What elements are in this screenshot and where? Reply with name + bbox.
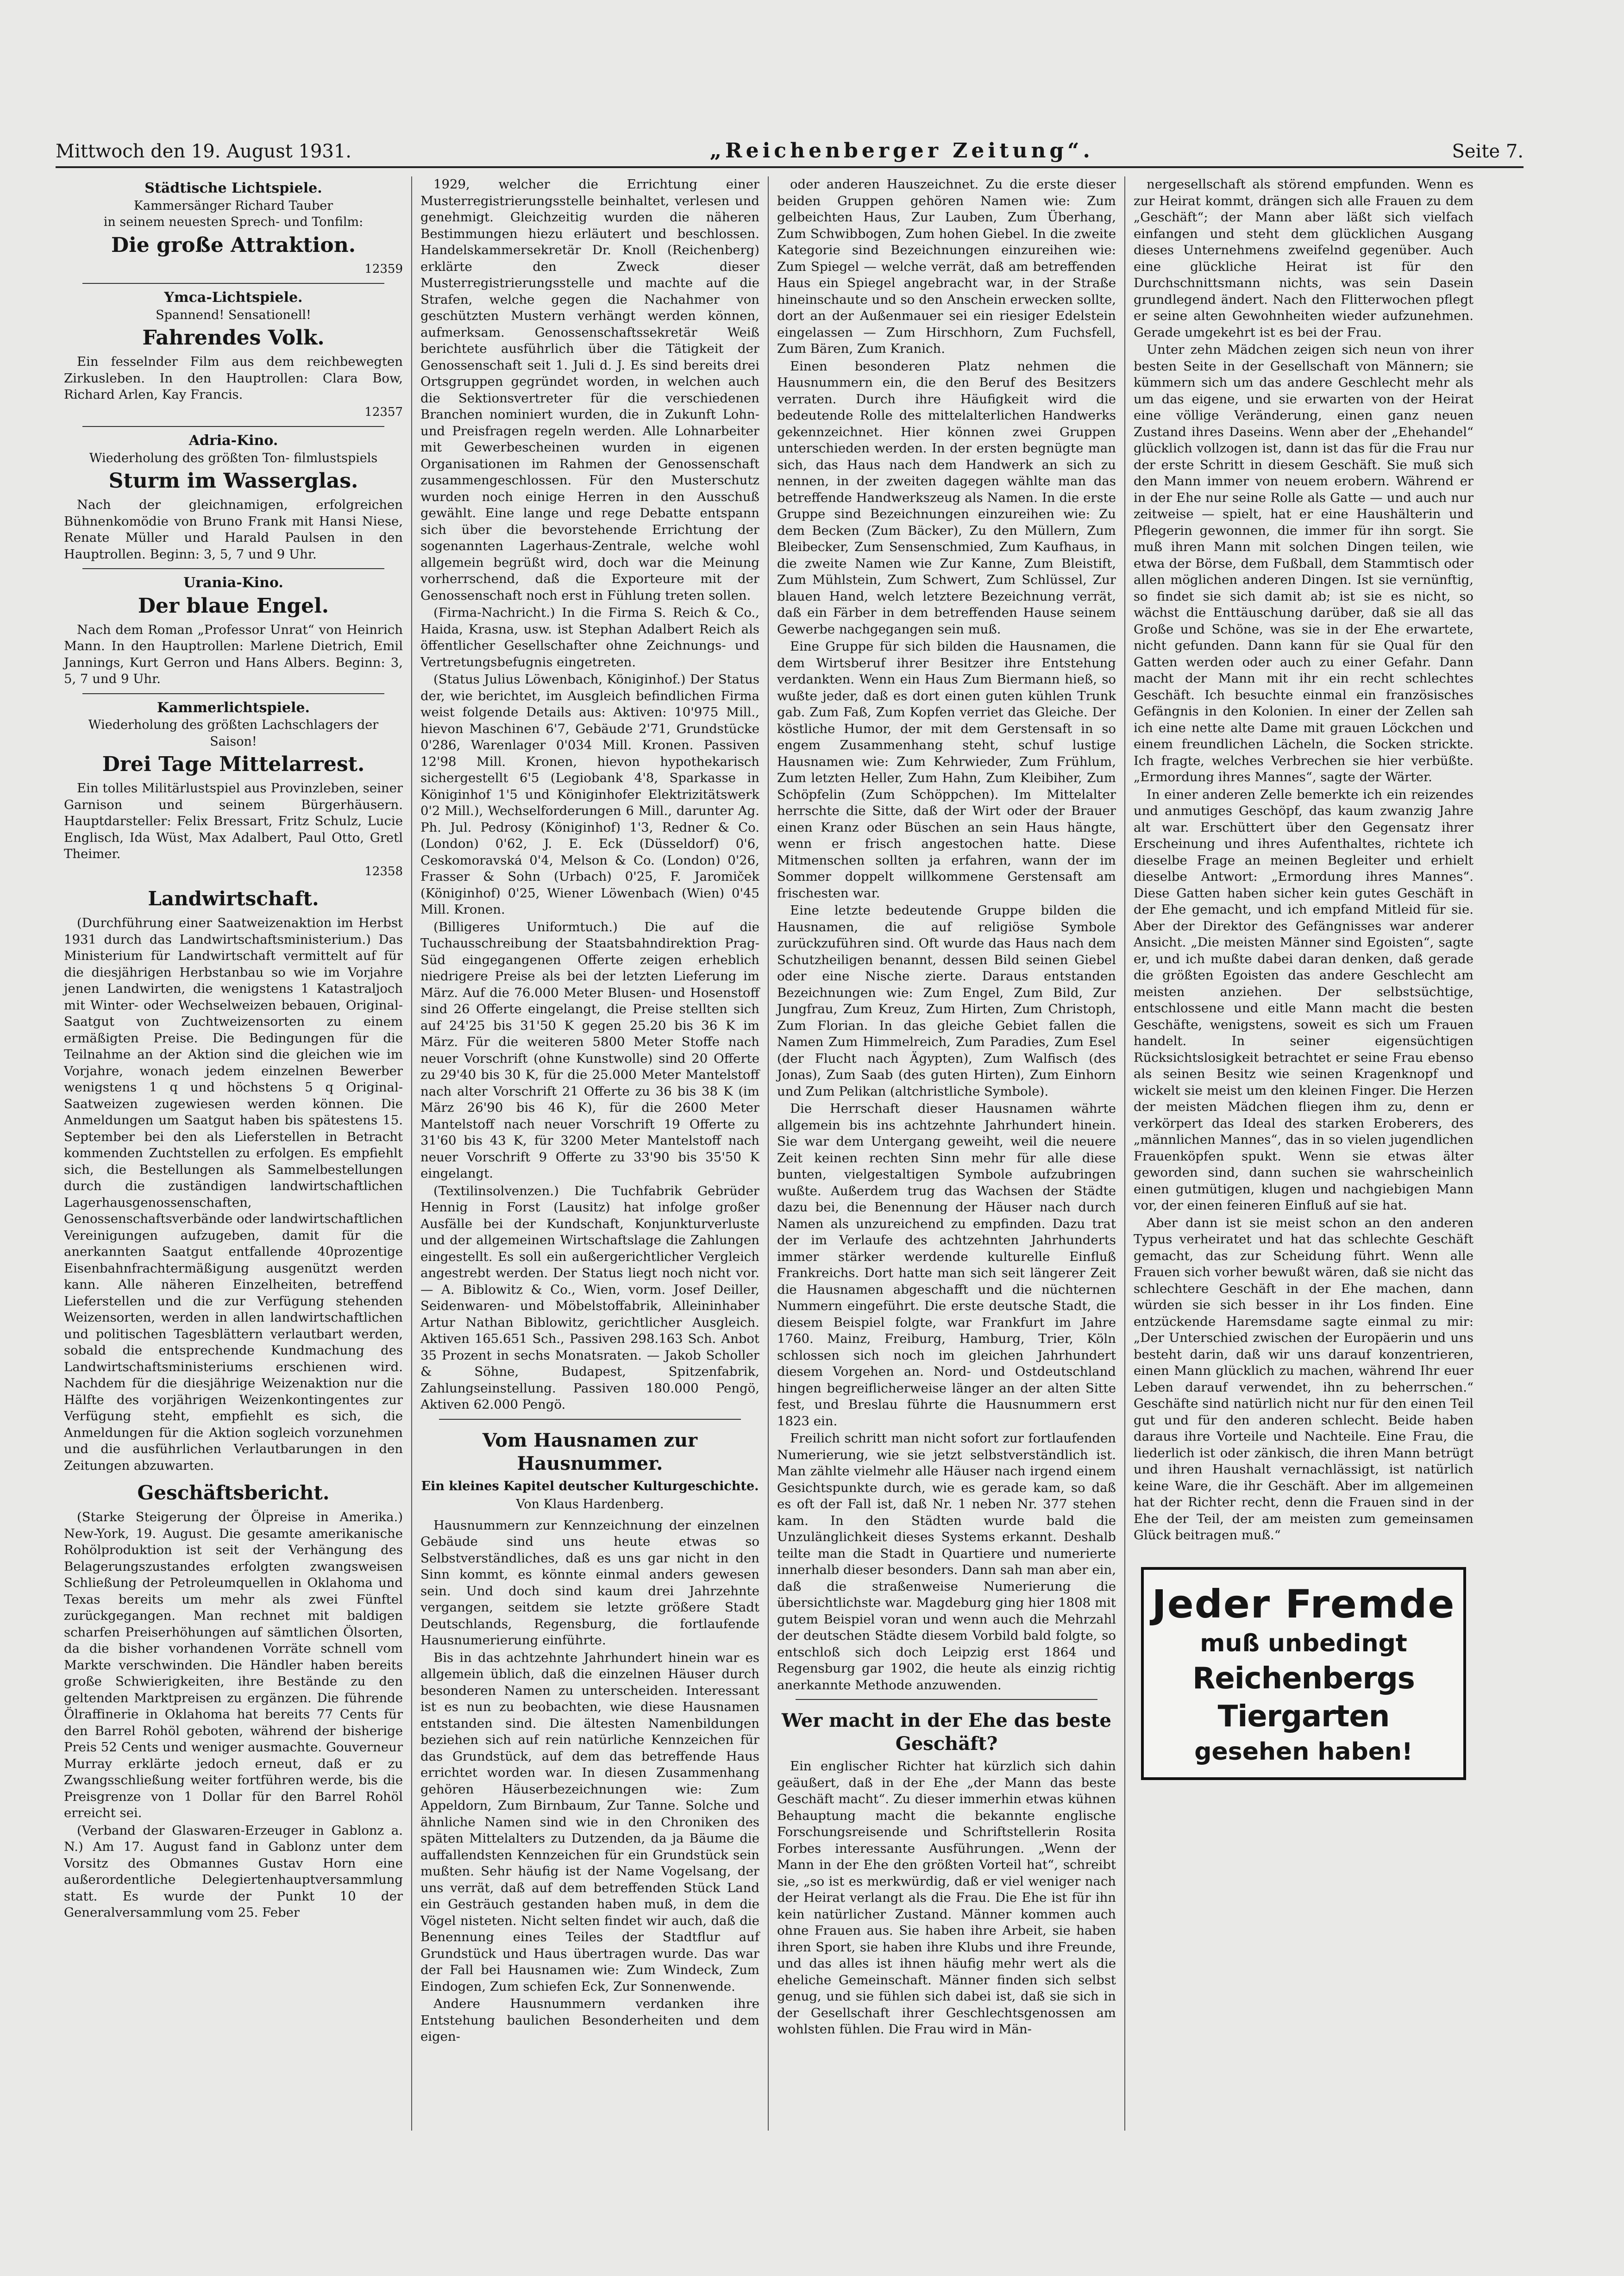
cinema-listing	[64, 433, 403, 563]
cinema-text: Ein fesselnder Film aus dem reichbewegten Zirkusleben. In den Hauptrollen: Clara Bow, Richard Arlen, Kay Francis.	[64, 354, 403, 402]
article-paragraph: 1929, welcher die Errichtung einer Musterregistrierungsstelle beinhaltet, verlesen und genehmigt. Gleichzeitig wurden die näheren Bestimmungen hiezu erläutert und beschlossen. Handelskammersekretär Dr. Knoll (Reichenberg) erklärte den Zweck dieser Musterregistrierungsstelle und machte auf die Strafen, welche gegen die Nachahmer von geschützten Mustern verhängt werden können, aufmerksam. Genossenschaftssekretär Weiß berichtete ausführlich über die Tätigkeit der Genossenschaft seit 1. Juli d. J. Es sind bereits drei Ortsgruppen gegründet worden, in welchen auch die Sektionsvertreter für die verschiedenen Branchen nominiert wurden, die in Zukunft Lohn- und Preisfragen regeln werden. Alle Lohnarbeiter mit Gewerbescheinen wurden in eigenen Organisationen im Rahmen der Genossenschaft zusammengeschlossen. Für den Musterschutz wurden noch einige Herren in den Ausschuß gewählt. Eine lange und rege Debatte entspann sich über die bevorstehende Errichtung der sogenannten Lagerhaus-Zentrale, welche wohl allgemein begrüßt wird, doch war die Meinung vorherrschend, daß die Exporteure mit der Genossenschaft noch erst in Fühlung treten sollen.	[420, 177, 759, 603]
section-title-landwirtschaft: Landwirtschaft.	[148, 887, 319, 910]
film-title: Der blaue Engel.	[138, 594, 329, 618]
masthead: „Reichenberger Zeitung“.	[709, 139, 1094, 163]
film-title: Drei Tage Mittelarrest.	[102, 752, 365, 776]
article-paragraph: Eine letzte bedeutende Gruppe bilden die Hausnamen, die auf religiöse Symbole zurückzuführen sind. Oft wurde das Haus nach dem Schutzheiligen benannt, dessen Bild seinen Giebel oder eine Nische zierte. Daraus entstanden Bezeichnungen wie: Zum Engel, Zum Bild, Zur Jungfrau, Zum Kreuz, Zum Hirten, Zum Christoph, Zum Florian. In das gleiche Gebiet fallen die Namen Zum Himmelreich, Zum Paradies, Zum Esel (der Flucht nach Ägypten), Zum Walfisch (des Jonas), Zum Saab (des guten Hirten), Zum Einhorn und Zum Pelikan (altchristliche Symbole).	[777, 903, 1116, 1099]
article-paragraph: Hausnummern zur Kennzeichnung der einzelnen Gebäude sind uns heute etwas so Selbstverständliches, daß es uns gar nicht in den Sinn kommt, es könnte einmal anders gewesen sein. Und doch sind kaum drei Jahrzehnte vergangen, seitdem sie letzte größere Stadt Deutschlands, Regensburg, die fortlaufende Hausnumerierung einführte.	[420, 1517, 759, 1648]
article-paragraph: (Billigeres Uniformtuch.) Die auf die Tuchausschreibung der Staatsbahndirektion Prag-Süd eingegangenen Offerte zeigen erheblich niedrigere Preise als bei der letzten Lieferung im März. Auf die 76.000 Meter Blusen- und Hosenstoff sind 26 Offerte eingelangt, die Preise stellten sich auf 24'25 bis 31'50 K gegen 25.20 bis 36 K im März. Für die weiteren 5800 Meter Stoffe nach neuer Vorschrift (ohne Kunstwolle) sind 20 Offerte zu 29'40 bis 30 K, für die 25.000 Meter Mantelstoff nach alter Vorschrift 21 Offerte zu 36 bis 38 K (im März 26'90 bis 46 K), für die 2600 Meter Mantelstoff nach neuer Vorschrift 19 Offerte zu 31'60 bis 43 K, für 3200 Meter Mantelstoff nach neuer Vorschrift 9 Offerte zu 33'90 bis 35'50 K eingelangt.	[420, 919, 759, 1181]
ad-reference: 12357	[364, 405, 403, 419]
ad-reference: 12358	[364, 864, 403, 878]
article-paragraph: (Starke Steigerung der Ölpreise in Amerika.) New-York, 19. August. Die gesamte amerikanische Rohölproduktion ist seit der Verhängung des Belagerungszustandes erfolgten zwangsweisen Schließung der Petroleumquellen in Oklahoma und Texas bereits um mehr als zwei Fünftel zurückgegangen. Man rechnet mit baldigen scharfen Preiserhöhungen auf sämtlichen Ölsorten, da die bisher vorhandenen Vorräte schnell vom Markte verschwinden. Die Händler haben bereits große Schwierigkeiten, ihre Bestände zu den geltenden Marktpreisen zu ergänzen. Die führende Ölraffinerie in Oklahoma hat bereits 77 Cents für den Barrel Rohöl geboten, während der bisherige Preis 52 Cents und weniger ausmachte. Gouverneur Murray erklärte jedoch erneut, daß er zu Zwangsschließung weiter fortführen werde, bis die Preisgrenze von 1 Dollar für den Barrel Rohöl erreicht sei.	[64, 1510, 403, 1820]
cinema-subline: Kammersänger Richard Tauber	[133, 198, 333, 213]
ad-line: Reichenbergs Tiergarten	[1192, 1661, 1415, 1734]
divider	[82, 693, 384, 694]
column-4	[1125, 176, 1482, 2131]
cinema-text: Nach dem Roman „Professor Unrat“ von Heinrich Mann. In den Hauptrollen: Marlene Dietrich, Emil Jannings, Kurt Gerron und Hans Albers. Beginn: 3, 5, 7 und 9 Uhr.	[64, 622, 403, 686]
cinema-name: Urania-Kino.	[183, 575, 283, 591]
column-1	[56, 176, 412, 2131]
running-head	[56, 139, 1524, 168]
article-paragraph: Unter zehn Mädchen zeigen sich neun von ihrer besten Seite in der Gesellschaft von Männern; sie kümmern sich um das andere Geschlecht mehr als um das eigene, und sie erwarten von der Heirat eine völlige Veränderung, einen ganz neuen Zustand ihres Daseins. Wenn aber der „Ehehandel“ glücklich vollzogen ist, dann ist das für die Frau nur der erste Schritt in diesem Geschäft. Sie muß sich den Mann immer von neuem erobern. Während er in der Ehe nur seine Rolle als Gatte — und auch nur zeitweise — spielt, hat er eine Haushälterin und Pflegerin gewonnen, die immer für ihn sorgt. Sie muß ihren Mann mit solchen Dingen teilen, wie etwa der Börse, dem Fußball, dem Stammtisch oder allen möglichen anderen Dingen. Ist sie vernünftig, so findet sie sich damit ab; ist sie es nicht, so wächst die Enttäuschung darüber, daß sie all das Große und Schöne, was sie in der Ehe erwartete, nicht gefunden. Dann kann für sie Qual für den Gatten werden oder auch zu einer Gefahr. Dann macht der Mann mit ihr ein recht schlechtes Geschäft. Ich besuchte einmal ein französisches Gefängnis in den Kolonien. In einer der Zellen sah ich eine nette alte Dame mit grauen Löckchen und einem freundlichen Lächeln, die Socken strickte. Ich fragte, welches Verbrechen sie hier verbüßte. „Ermordung ihres Mannes“, sagte der Wärter.	[1134, 342, 1474, 784]
divider	[82, 568, 384, 569]
article-paragraph: Bis in das achtzehnte Jahrhundert hinein war es allgemein üblich, daß die einzelnen Häuser durch besonderen Namen zu unterscheiden. Interessant ist es nun zu beobachten, wie diese Hausnamen entstanden sind. Die ältesten Namenbildungen beziehen sich auf rein natürliche Kennzeichen für das Grundstück, auf dem das betreffende Haus errichtet worden war. In diesen Zusammenhang gehören Häuserbezeichnungen wie: Zum Appeldorn, Zum Birnbaum, Zur Tanne. Solche und ähnliche Namen sind wie in den Chroniken des späten Mittelalters zu Dutzenden, da ja Bäume die auffallendsten Kennzeichen für ein Grundstück sein mußten. Sehr häufig ist der Name Vogelsang, der uns verrät, daß auf dem betreffenden Stück Land ein Gesträuch gestanden haben muß, in dem die Vögel nisteten. Nicht selten findet wir auch, daß die Benennung eines Teiles der Stadtflur auf Grundstück und Haus übertragen wurde. Das war der Fall bei Hausnamen wie: Zum Windeck, Zum Eindogen, Zum schiefen Eck, Zur Sonnenwende.	[420, 1650, 759, 1994]
divider	[82, 426, 384, 427]
ad-line: muß unbedingt	[1200, 1629, 1407, 1657]
cinema-name: Ymca-Lichtspiele.	[164, 289, 303, 306]
article-paragraph: Ein englischer Richter hat kürzlich sich dahin geäußert, daß in der Ehe „der Mann das beste Geschäft macht“. Zu dieser immerhin etwas kühnen Behauptung macht die bekannte englische Forschungsreisende und Schriftstellerin Rosita Forbes interessante Ausführungen. „Wenn der Mann in der Ehe den größten Vorteil hat“, schreibt sie, „so ist es merkwürdig, daß er viel weniger nach der Heirat verlangt als die Frau. Die Ehe ist für ihn kein natürlicher Zustand. Männer kommen auch ohne Frauen aus. Sie haben ihre Arbeit, sie haben ihren Sport, sie haben ihre Klubs und ihre Freunde, und das alles ist ihnen häufig mehr wert als die eheliche Gemeinschaft. Männer finden sich selbst genug, und sie fühlen sich dabei ist, daß sie sich in der Gesellschaft ihrer Geschlechtsgenossen am wohlsten fühlen. Die Frau wird in Män-	[777, 1759, 1116, 2037]
cinema-name: Adria-Kino.	[188, 433, 278, 449]
article-paragraph: (Status Julius Löwenbach, Königinhof.) Der Status der, wie berichtet, im Ausgleich befindlichen Firma weist folgende Details aus: Aktiven: 10'975 Mill., hievon Maschinen 6'7, Gebäude 2'71, Grundstücke 0'286, Warenlager 0'034 Mill. Kronen. Passiven 12'98 Mill. Kronen, hievon hypothekarisch sichergestellt 6'5 (Legiobank 4'8, Sparkasse in Königinhof 1'5 und Königinhofer Elektrizitätswerk 0'2 Mill.), Wechselforderungen 6 Mill., darunter Ag. Ph. Jul. Pedrosy (Königinhof) 1'3, Redner & Co. (London) 0'62, J. E. Eck (Düsseldorf) 0'6, Ceskomoravská 0'4, Melson & Co. (London) 0'26, Frasser & Sohn (Urbach) 0'25, F. Jaromiček (Königinhof) 0'25, Wiener Löwenbach (Wien) 0'45 Mill. Kronen.	[420, 672, 759, 917]
article-title-ehe: Wer macht in der Ehe das beste Geschäft?	[782, 1710, 1111, 1755]
cinema-listing	[64, 575, 403, 688]
article-paragraph: (Durchführung einer Saatweizenaktion im Herbst 1931 durch das Landwirtschaftsministerium.) Das Ministerium für Landwirtschaft vermittelt auf für die diesjährigen Herbstanbau so wie im Vorjahre jenen Landwirten, die wenigstens 1 Katastraljoch mit Winter- oder Wechselweizen bebauen, Original-Saatgut von Zuchtweizensorten zu einem ermäßigten Preise. Die Bedingungen für die Teilnahme an der Aktion sind die gleichen wie im Vorjahre, wonach jedem einzelnen Bewerber wenigstens 1 q und höchstens 5 q Original-Saatweizen zugewiesen werden können. Die Anmeldungen um Saatgut haben bis spätestens 15. September bei den als Lieferstellen in Betracht kommenden Zuchtstellen zu erfolgen. Es empfiehlt sich, die Bestellungen als Sammelbestellungen durch die zuständigen landwirtschaftlichen Lagerhausgenossenschaften, Genossenschaftsverbände oder landwirtschaftlichen Vereinigungen aufzugeben, damit für die anerkannten Saatgut entfallende 40prozentige Eisenbahnfrachtermäßigung ausgenützt werden kann. Alle näheren Einzelheiten, betreffend Lieferstellen und die zur Verfügung stehenden Weizensorten, werden in allen landwirtschaftlichen und politischen Tagesblättern verlautbart werden, sobald die entsprechende Kundmachung des Landwirtschaftsministeriums erschienen wird. Nachdem für die diesjährige Weizenaktion nur die Hälfte des vorjährigen Weizenkontingentes zur Verfügung steht, empfiehlt es sich, die Anmeldungen für die Aktion sogleich vorzunehmen und die ausführlichen Verlautbarungen in den Zeitungen abzuwarten.	[64, 915, 403, 1473]
article-title-hausnummer: Vom Hausnamen zur Hausnummer.	[482, 1429, 698, 1474]
cinema-listing	[64, 180, 403, 277]
column-3	[769, 176, 1125, 2131]
divider	[796, 1699, 1097, 1700]
article-paragraph: Freilich schritt man nicht sofort zur fortlaufenden Numerierung, wie sie jetzt selbstverständlich ist. Man zählte vielmehr alle Häuser nach irgend einem Gesichtspunkte durch, wie es gerade kam, so daß es oft der Fall ist, daß Nr. 1 neben Nr. 377 stehen kam. In den Städten wurde bald die Unzulänglichkeit dieses Systems erkannt. Deshalb teilte man die Stadt in Quartiere und numerierte innerhalb dieser besonders. Dann sah man aber ein, daß die straßenweise Numerierung die übersichtlichste war. Magdeburg ging hier 1808 mit gutem Beispiel voran und wenn auch die Mehrzahl der deutschen Städte diesem Vorbild bald folgte, so entschloß sich doch Leipzig erst 1864 und Regensburg gar 1902, die heute als einzig richtig anerkannte Methode anzuwenden.	[777, 1431, 1116, 1693]
article-paragraph: (Firma-Nachricht.) In die Firma S. Reich & Co., Haida, Krasna, usw. ist Stephan Adalbert Reich als öffentlicher Gesellschafter ohne Zeichnungs- und Vertretungsbefugnis eingetreten.	[420, 605, 759, 670]
article-paragraph: Aber dann ist sie meist schon an den anderen Typus verheiratet und hat das schlechte Geschäft gemacht, das zur Scheidung führt. Wenn alle Frauen sich vorher bewußt wären, daß sie nicht das schlechtere Geschäft in der Ehe machen, dann würden sie sich besser in ihr Los finden. Eine entzückende Haremsdame sagte einmal zu mir: „Der Unterschied zwischen der Europäerin und uns besteht darin, daß wir uns darauf konzentrieren, einen Mann glücklich zu machen, während Ihr euer Leben darauf verwendet, ihn zu beherrschen.“ Geschäfte sind natürlich nicht nur für den einen Teil gut und für den anderen schlecht. Beide haben daraus ihre Vorteile und Nachteile. Eine Frau, die liederlich ist oder zänkisch, die ihren Mann betrügt und ihren Haushalt vernachlässigt, ist natürlich keine Ware, die ihr Geschäft. Aber im allgemeinen hat der Richter recht, denn die Frauen sind in der Ehe der Teil, der am meisten zum gemeinsamen Glück beitragen muß.“	[1134, 1215, 1474, 1542]
divider	[82, 283, 384, 284]
article-paragraph: Eine Gruppe für sich bilden die Hausnamen, die dem Wirtsberuf ihrer Besitzer ihre Entstehung verdankten. Wenn ein Haus Zum Biermann hieß, so wußte jeder, daß es dort einen guten kühlen Trunk gab. Zum Faß, Zum Kopfen verriet das Gleiche. Der köstliche Humor, der mit dem Gerstensaft in so engem Zusammenhang steht, schuf lustige Hausnamen wie: Zum Kehrwieder, Zum Frühlum, Zum letzten Heller, Zum Hahn, Zum Kleibiher, Zum Schöpfelin (Zum Schöppchen). Im Mittelalter herrschte die Sitte, daß der Wirt oder der Brauer einen Kranz oder Büschen an sein Haus hängte, wenn er frisch angestochen hatte. Diese Mitmenschen sollten ja erfahren, wann der im Sommer doppelt willkommene Gerstensaft am frischesten war.	[777, 639, 1116, 901]
article-paragraph: Die Herrschaft dieser Hausnamen währte allgemein bis ins achtzehnte Jahrhundert hinein. Sie war dem Untergang geweiht, weil die neuere Zeit keinen rechten Sinn mehr für alle diese bunten, vielgestaltigen Symbole aufzubringen wußte. Außerdem trug das Wachsen der Städte dazu bei, die Benennung der Häuser nach durch Namen als unzureichend zu empfinden. Dazu trat der im Verlaufe des achtzehnten Jahrhunderts immer stärker werdende kulturelle Einfluß Frankreichs. Dort hatte man sich seit längerer Zeit die Hausnamen abgeschafft und die nüchternen Nummern eingeführt. Die erste deutsche Stadt, die diesem Beispiel folgte, war Frankfurt im Jahre 1760. Mainz, Freiburg, Hamburg, Trier, Köln schlossen sich noch im gleichen Jahrhundert diesem Vorgehen an. Nord- und Ostdeutschland hingen begreiflicherweise länger an der alten Sitte fest, und Breslau führte die Hausnummern erst 1823 ein.	[777, 1101, 1116, 1429]
film-title: Fahrendes Volk.	[142, 326, 325, 350]
film-title: Die große Attraktion.	[111, 233, 356, 257]
newspaper-page	[56, 139, 1524, 2167]
cinema-subline: Wiederholung des größten Ton- filmlustspiels	[89, 451, 378, 465]
column-2	[412, 176, 769, 2131]
ad-reference: 12359	[364, 262, 403, 276]
ad-line: gesehen haben!	[1194, 1737, 1413, 1766]
cinema-text: Nach der gleichnamigen, erfolgreichen Bühnenkomödie von Bruno Frank mit Hansi Niese, Renate Müller und Harald Paulsen in den Hauptrollen. Beginn: 3, 5, 7 und 9 Uhr.	[64, 497, 403, 562]
article-paragraph: oder anderen Hauszeichnet. Zu die erste dieser beiden Gruppen gehören Namen wie: Zum gelbeichten Haus, Zur Lauben, Zum Überhang, Zum Schwibbogen, Zum hohen Giebel. In die zweite Kategorie sind Bezeichnungen einzureihen wie: Zum Spiegel — welche verrät, daß am betreffenden Haus ein Spiegel angebracht war, in der Straße hineinschaute und so den Anschein erwecken sollte, dort an der Außenmauer sei ein riesiger Edelstein eingelassen — Zum Hirschhorn, Zum Fuchsfell, Zum Bären, Zum Kranich.	[777, 177, 1116, 356]
cinema-subline: Wiederholung des größten Lachschlagers der Saison!	[88, 718, 379, 749]
issue-date: Mittwoch den 19. August 1931.	[56, 141, 352, 162]
film-title: Sturm im Wasserglas.	[108, 469, 358, 493]
article-paragraph: Einen besonderen Platz nehmen die Hausnummern ein, die den Beruf des Besitzers verraten. Durch ihre Häufigkeit wird die bedeutende Rolle des mittelalterlichen Handwerks gekennzeichnet. Hier können zwei Gruppen unterschieden werden. In der ersten begnügte man sich, das Haus nach dem Handwerk an sich zu nennen, in der zweiten dagegen wählte man das betreffende Handwerkszeug als Namen. In die erste Gruppe sind Bezeichnungen einzureihen wie: Zu dem Becken (Zum Bäcker), Zu den Müllern, Zum Bleibecker, Zum Sensenschmied, Zum Kaufhaus, in die zweite Namen wie Zur Kanne, Zum Bleistift, Zum Mühlstein, Zum Schwert, Zum Schlüssel, Zur blauen Hand, welch letztere Bezeichnung verrät, daß ein Färber in dem betreffenden Hause seinem Gewerbe nachgegangen sein muß.	[777, 358, 1116, 637]
article-author: Von Klaus Hardenberg.	[516, 1497, 664, 1511]
article-paragraph: (Verband der Glaswaren-Erzeuger in Gablonz a. N.) Am 17. August fand in Gablonz unter dem Vorsitz des Obmannes Gustav Horn eine außerordentliche Delegiertenhauptversammlung statt. Es wurde der Punkt 10 der Generalversammlung vom 25. Feber	[64, 1823, 403, 1920]
ad-line: Jeder Fremde	[1152, 1581, 1455, 1627]
cinema-name: Kammerlichtspiele.	[157, 699, 310, 716]
cinema-name: Städtische Lichtspiele.	[144, 180, 322, 196]
page-number: Seite 7.	[1452, 141, 1524, 162]
cinema-subline: Spannend! Sensationell!	[156, 307, 311, 322]
columns	[56, 176, 1524, 2131]
cinema-listing	[64, 700, 403, 880]
article-subtitle: Ein kleines Kapitel deutscher Kulturgeschichte.	[421, 1479, 759, 1493]
divider	[439, 1419, 741, 1420]
article-paragraph: (Textilinsolvenzen.) Die Tuchfabrik Gebrüder Hennig in Forst (Lausitz) hat infolge großer Ausfälle bei der Kundschaft, Konjunkturverluste und der allgemeinen Wirtschaftslage die Zahlungen eingestellt. Es soll ein außergerichtlicher Vergleich angestrebt werden. Der Status liegt noch nicht vor. — A. Biblowitz & Co., Wien, vorm. Josef Deiller, Seidenwaren- und Möbelstoffabrik, Alleininhaber Artur Nathan Biblowitz, gerichtlicher Ausgleich. Aktiven 165.651 Sch., Passiven 298.163 Sch. Anbot 35 Prozent in sechs Monatsraten. — Jakob Scholler & Söhne, Budapest, Spitzenfabrik, Zahlungseinstellung. Passiven 180.000 Pengö, Aktiven 62.000 Pengö.	[420, 1183, 759, 1412]
article-paragraph: nergesellschaft als störend empfunden. Wenn es zur Heirat kommt, drängen sich alle Frauen zu dem „Geschäft“; der Mann aber läßt sich vielfach einfangen und steht dem glücklichen Ausgang dieses Unternehmens zweifelnd gegenüber. Auch eine glückliche Heirat ist für den Durchschnittsmann nichts, was sein Dasein grundlegend ändert. Nach den Flitterwochen pflegt er seine alten Gewohnheiten wieder aufzunehmen. Gerade umgekehrt ist es bei der Frau.	[1134, 177, 1474, 340]
article-paragraph: Andere Hausnummern verdanken ihre Entstehung baulichen Besonderheiten und dem eigen-	[420, 1996, 759, 2044]
tiergarten-advertisement	[1141, 1567, 1466, 1780]
cinema-text: Ein tolles Militärlustspiel aus Provinzleben, seiner Garnison und seinem Bürgerhäusern. Hauptdarsteller: Felix Bressart, Fritz Schulz, Lucie Englisch, Ida Wüst, Max Adalbert, Paul Otto, Gretl Theimer.	[64, 781, 403, 861]
cinema-subline: in seinem neuesten Sprech- und Tonfilm:	[103, 215, 364, 229]
section-title-geschaeftsbericht: Geschäftsbericht.	[137, 1481, 330, 1504]
cinema-listing	[64, 289, 403, 420]
article-paragraph: In einer anderen Zelle bemerkte ich ein reizendes und anmutiges Geschöpf, das kaum zwanzig Jahre alt war. Erschüttert über den Gegensatz ihrer Erscheinung und ihres Aufenthaltes, richtete ich dieselbe Frage an meinen Begleiter und erhielt dieselbe Antwort: „Ermordung ihres Mannes“. Diese Gatten haben sicher kein gutes Geschäft in der Ehe gemacht, und ich empfand Mitleid für sie. Aber der Direktor des Gefängnisses war anderer Ansicht. „Die meisten Männer sind Egoisten“, sagte er, und ich mußte dabei daran denken, daß gerade die größten Egoisten das andere Geschlecht am meisten anziehen. Der selbstsüchtige, entschlossene und eitle Mann macht die besten Geschäfte, wenigstens, soweit es sich um Frauen handelt. In seiner eigensüchtigen Rücksichtslosigkeit betrachtet er seine Frau ebenso als seinen Besitz wie seinen Kragenknopf und wickelt sie meist um den kleinen Finger. Die Herzen der meisten Mädchen fliegen ihm zu, denn er verkörpert das Ideal des starken Eroberers, des „männlichen Mannes“, das in so vielen jugendlichen Frauenköpfen spukt. Wenn sie etwas älter geworden sind, dann suchen sie wahrscheinlich einen gutmütigen, klugen und nachgiebigen Mann vor, der einen feineren Einfluß auf sie hat.	[1134, 787, 1474, 1213]
